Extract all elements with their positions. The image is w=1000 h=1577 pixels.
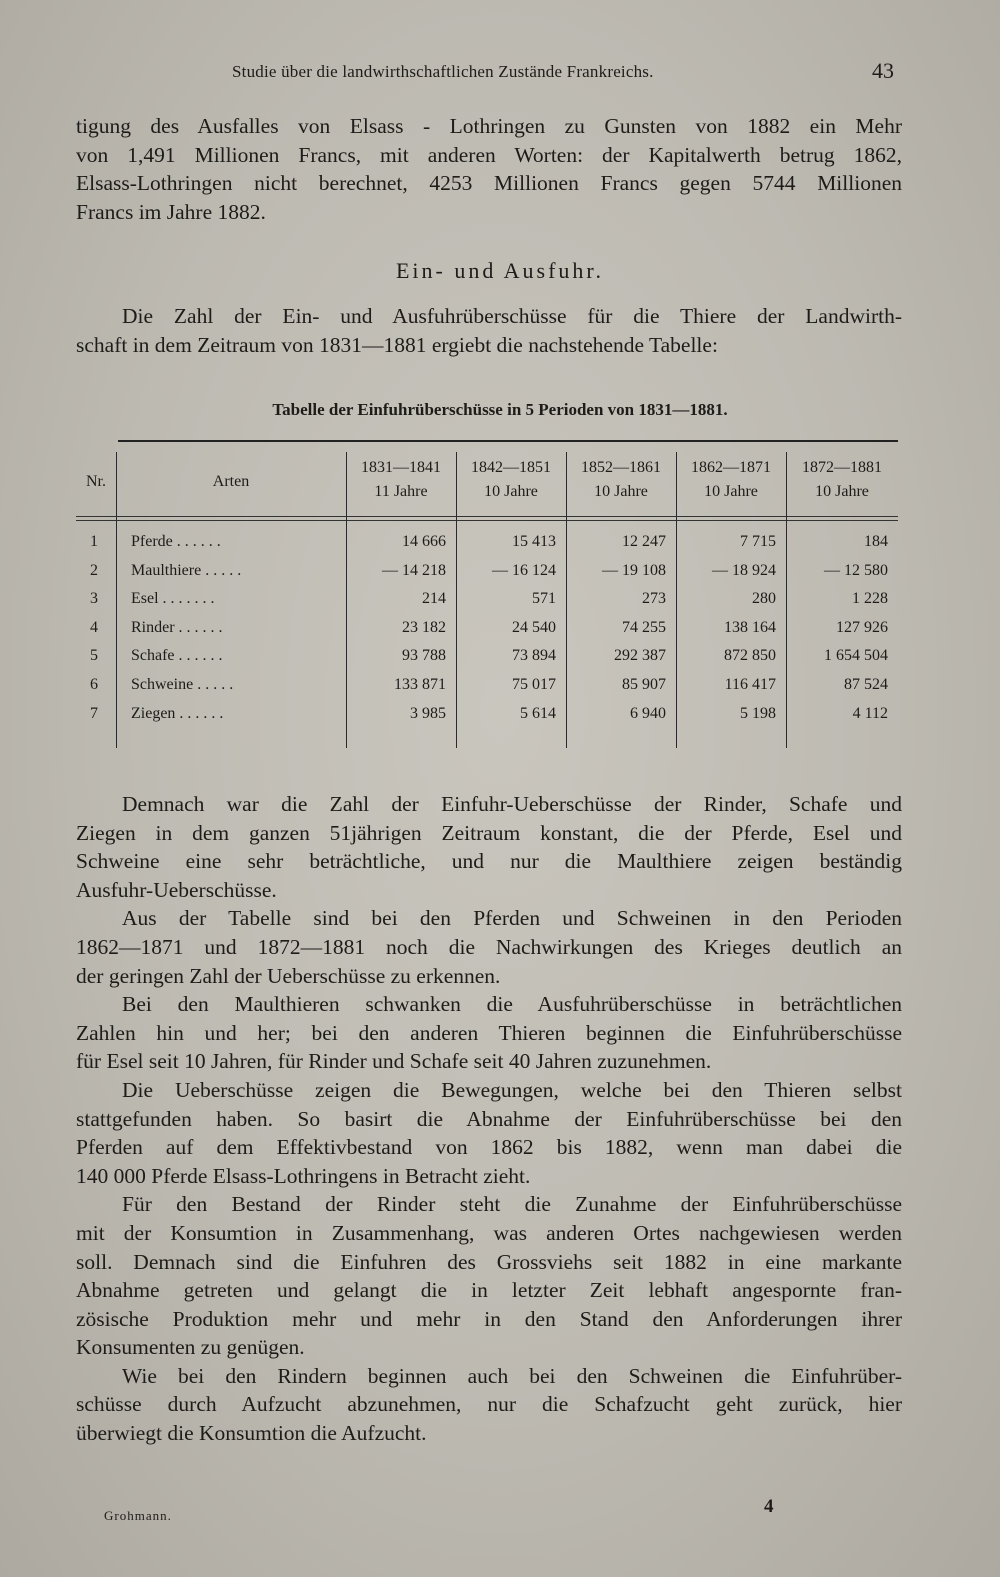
text-line: Schweine eine sehr beträchtliche, und nur die Maulthiere zeigen beständig — [76, 849, 902, 874]
header-period-1 — [346, 456, 456, 504]
table-cell: 73 894 — [512, 647, 556, 665]
period-years: 1852—1861 — [581, 459, 661, 476]
text-line: schaft in dem Zeitraum von 1831—1881 ergiebt die nachstehende Tabelle: — [76, 332, 718, 357]
text-line: Ziegen in dem ganzen 51jährigen Zeitraum konstant, die der Pferde, Esel und — [76, 820, 902, 845]
text-line: Konsumenten zu genügen. — [76, 1335, 305, 1360]
table-cell: 14 666 — [402, 533, 446, 550]
text-line: Elsass-Lothringen nicht berechnet, 4253 Millionen Francs gegen 5744 Millionen — [76, 171, 902, 196]
table-cell: 15 413 — [512, 533, 556, 550]
table-cell: 1 654 504 — [824, 647, 888, 665]
table-cell: 127 926 — [836, 618, 888, 636]
table-header-rule — [76, 516, 898, 517]
text-line: Demnach war die Zahl der Einfuhr-Ueberschüsse der Rinder, Schafe und — [122, 792, 902, 816]
table-cell: 74 255 — [622, 618, 666, 636]
table-cell: 24 540 — [512, 618, 556, 636]
row-number: 4 — [90, 618, 98, 636]
row-number: 3 — [90, 590, 98, 608]
paragraph-1 — [76, 112, 902, 226]
row-species: Pferde . . . . . . — [131, 533, 221, 550]
table-cell: 6 940 — [630, 704, 666, 722]
text-line: Ausfuhr-Ueberschüsse. — [76, 877, 277, 902]
row-species: Schweine . . . . . — [131, 676, 234, 693]
table-cell: 3 985 — [410, 704, 446, 722]
text-line: Francs im Jahre 1882. — [76, 199, 266, 224]
table-cell: 280 — [752, 590, 776, 608]
table-cell: 1 228 — [852, 590, 888, 608]
table-cell: 133 871 — [394, 676, 446, 693]
table-header-rule — [76, 520, 898, 521]
text-line: 140 000 Pferde Elsass-Lothringens in Betracht zieht. — [76, 1163, 531, 1188]
row-number: 2 — [90, 561, 98, 579]
section-heading: Ein- und Ausfuhr. — [395, 258, 605, 283]
text-line: Bei den Maulthieren schwanken die Ausfuhrüberschüsse in beträchtlichen — [122, 992, 902, 1017]
text-line: Pferden auf dem Effektivbestand von 1862 bis 1882, wenn man dabei die — [76, 1135, 902, 1160]
table-cell: 12 247 — [622, 533, 666, 550]
row-species: Ziegen . . . . . . — [131, 704, 224, 722]
table-cell: 273 — [642, 590, 666, 608]
header-period-2 — [456, 456, 566, 504]
text-line: soll. Demnach sind die Einfuhren des Grossviehs seit 1882 in eine markante — [76, 1249, 902, 1274]
table-cell: 116 417 — [724, 676, 776, 693]
row-number: 6 — [90, 676, 98, 693]
text-line: zösische Produktion mehr und mehr in den Stand den Anforderungen ihrer — [76, 1306, 902, 1331]
table-cell: 5 198 — [740, 704, 776, 722]
text-line: Für den Bestand der Rinder steht die Zunahme der Einfuhrüberschüsse — [122, 1192, 902, 1217]
period-years: 1831—1841 — [361, 459, 441, 476]
period-years: 1872—1881 — [802, 459, 882, 476]
row-species: Rinder . . . . . . — [131, 618, 223, 636]
text-line: Wie bei den Rindern beginnen auch bei den Schweinen die Einfuhrüber- — [122, 1363, 902, 1388]
table-cell: 7 715 — [740, 533, 776, 550]
table-cell: 93 788 — [402, 647, 446, 665]
signature-mark: 4 — [764, 1496, 774, 1517]
period-duration: 11 Jahre — [374, 483, 428, 500]
header-arten: Arten — [212, 473, 250, 490]
table-cell: 214 — [422, 590, 446, 608]
table-cell: 5 614 — [520, 704, 556, 722]
text-line: stattgefunden haben. So basirt die Abnahme der Einfuhrüberschüsse bei den — [76, 1106, 902, 1131]
period-duration: 10 Jahre — [484, 483, 538, 500]
row-number: 7 — [90, 704, 98, 722]
row-number: 5 — [90, 647, 98, 665]
table-cell: 23 182 — [402, 618, 446, 636]
table-cell: — 18 924 — [712, 561, 776, 579]
text-line: überwiegt die Konsumtion die Aufzucht. — [76, 1421, 427, 1446]
period-duration: 10 Jahre — [594, 483, 648, 500]
column-divider — [116, 452, 117, 748]
header-period-4 — [676, 456, 786, 504]
period-years: 1842—1851 — [471, 459, 551, 476]
header-period-3 — [566, 456, 676, 504]
running-title: Studie über die landwirthschaftlichen Zustände Frankreichs. — [232, 62, 654, 81]
table-cell: 4 112 — [852, 704, 888, 722]
table-cell: — 19 108 — [602, 561, 666, 579]
table-cell: 184 — [864, 533, 888, 550]
table-cell: — 16 124 — [492, 561, 556, 579]
table-top-rule — [118, 440, 898, 442]
text-line: für Esel seit 10 Jahren, für Rinder und Schafe seit 40 Jahren zuzunehmen. — [76, 1049, 712, 1074]
text-line: Zahlen hin und her; bei den anderen Thieren beginnen die Einfuhrüberschüsse — [76, 1020, 902, 1045]
text-line: mit der Konsumtion in Zusammenhang, was anderen Ortes nachgewiesen werden — [76, 1220, 902, 1245]
row-species: Esel . . . . . . . — [131, 590, 215, 608]
header-period-5 — [786, 456, 898, 504]
text-line: 1862—1871 und 1872—1881 noch die Nachwirkungen des Krieges deutlich an — [76, 934, 902, 959]
table-cell: 292 387 — [614, 647, 666, 665]
table-cell: 571 — [532, 590, 556, 608]
footer-author: Grohmann. — [104, 1508, 172, 1523]
row-number: 1 — [90, 533, 98, 550]
text-line: Die Ueberschüsse zeigen die Bewegungen, welche bei den Thieren selbst — [122, 1077, 902, 1102]
text-line: der geringen Zahl der Ueberschüsse zu erkennen. — [76, 963, 501, 988]
paragraph-3 — [76, 790, 902, 1448]
period-duration: 10 Jahre — [815, 483, 869, 500]
text-line: Die Zahl der Ein- und Ausfuhrüberschüsse für die Thiere der Landwirth- — [122, 304, 902, 328]
period-duration: 10 Jahre — [704, 483, 758, 500]
table-cell: — 14 218 — [382, 561, 446, 579]
table-cell: 872 850 — [724, 647, 776, 665]
text-line: tigung des Ausfalles von Elsass - Lothringen zu Gunsten von 1882 ein Mehr — [76, 114, 902, 138]
table-cell: 75 017 — [512, 676, 556, 693]
page-number: 43 — [872, 58, 894, 83]
paragraph-2 — [76, 302, 902, 359]
text-line: Aus der Tabelle sind bei den Pferden und Schweinen in den Perioden — [122, 906, 902, 931]
table-cell: 87 524 — [844, 676, 888, 693]
text-line: von 1,491 Millionen Francs, mit anderen Worten: der Kapitalwerth betrug 1862, — [76, 142, 902, 167]
row-species: Schafe . . . . . . — [131, 647, 223, 665]
row-species: Maulthiere . . . . . — [131, 561, 242, 579]
table-cell: — 12 580 — [824, 561, 888, 579]
header-nr: Nr. — [86, 473, 106, 490]
table-cell: 138 164 — [724, 618, 776, 636]
table-caption: Tabelle der Einfuhrüberschüsse in 5 Perioden von 1831—1881. — [272, 400, 728, 419]
text-line: Abnahme getreten und gelangt die in letzter Zeit lebhaft angespornte fran- — [76, 1278, 902, 1303]
text-line: schüsse durch Aufzucht abzunehmen, nur die Schafzucht geht zurück, hier — [76, 1392, 902, 1417]
table-cell: 85 907 — [622, 676, 666, 693]
data-table — [76, 440, 898, 752]
period-years: 1862—1871 — [691, 459, 771, 476]
